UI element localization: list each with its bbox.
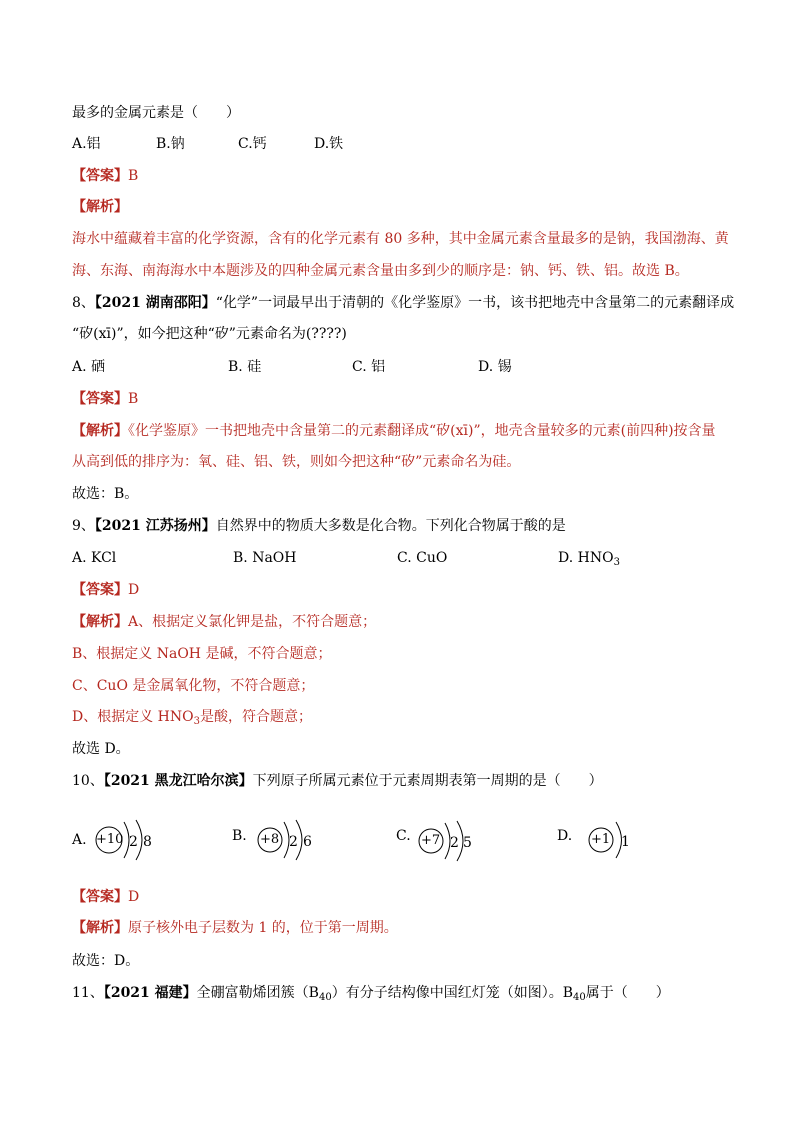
question-number: 9、	[72, 518, 95, 534]
answer-value: D	[128, 889, 140, 905]
analysis-text: A、根据定义氯化钾是盐，不符合题意；	[128, 614, 377, 630]
q8-analysis-line-2: 从高到低的排序为：氧、硅、铝、铁，则如今把这种“矽”元素命名为硅。	[72, 454, 521, 470]
question-number: 8、	[72, 295, 95, 311]
shell-electrons: 2	[129, 834, 138, 850]
analysis-label: 【解析】	[72, 614, 128, 630]
q8-option-a: A. 硒	[72, 359, 106, 375]
q9-answer	[72, 580, 139, 600]
question-stem: 自然界中的物质大多数是化合物。下列化合物属于酸的是	[215, 518, 566, 534]
question-stem: 下列原子所属元素位于元素周期表第一周期的是（ ）	[252, 773, 603, 789]
question-number: 10、	[72, 773, 104, 789]
nucleus-charge: +1	[591, 832, 611, 847]
q7-analysis-line-2: 海、东海、南海海水中本题涉及的四种金属元素含量由多到少的顺序是：钠、钙、铁、铝。故选 B。	[72, 263, 689, 279]
q8-analysis-line-1	[72, 421, 716, 441]
q9-option-c: C. CuO	[397, 550, 448, 566]
nucleus-charge: +8	[260, 832, 280, 847]
q8-option-b: B. 硅	[228, 359, 262, 375]
q8-answer	[72, 389, 138, 409]
q7-options	[72, 134, 472, 154]
analysis-text: 原子核外电子层数为 1 的，位于第一周期。	[128, 920, 398, 936]
atom-diagram	[72, 812, 182, 872]
q8-stem-line-1	[72, 293, 734, 313]
q8-conclusion: 故选：B。	[72, 486, 139, 502]
answer-label: 【答案】	[72, 391, 128, 407]
q10-conclusion: 故选：D。	[72, 953, 140, 969]
analysis-label: 【解析】	[72, 920, 128, 936]
q10-option-c-atom	[396, 812, 506, 872]
answer-value: B	[128, 168, 139, 184]
option-label: D.	[557, 828, 573, 844]
nucleus-charge: +7	[421, 833, 441, 848]
q9-conclusion: 故选 D。	[72, 741, 130, 757]
q9-analysis-b: B、根据定义 NaOH 是碱，不符合题意；	[72, 646, 332, 662]
analysis-label: 【解析】	[72, 423, 128, 439]
shell-electrons: 8	[143, 834, 152, 850]
q11-stem: 11、【2021 福建】全硼富勒烯团簇$(B_{40})$有分子结构像中国红灯笼（如图）。$B_{40}$属于（ ）	[72, 985, 670, 1003]
answer-value: D	[128, 582, 140, 598]
option-label: B.	[232, 828, 247, 844]
q9-analysis-a	[72, 612, 376, 632]
option-label: A.	[72, 832, 87, 848]
q10-option-d-atom	[557, 812, 667, 872]
shell-electrons: 1	[621, 834, 630, 850]
q7-option-a: A.铝	[72, 136, 101, 152]
nucleus-charge: +10	[96, 832, 124, 847]
q9-options	[72, 548, 632, 568]
option-label: C.	[396, 828, 411, 844]
q7-answer	[72, 166, 138, 186]
q7-analysis-line-1: 海水中蕴藏着丰富的化学资源，含有的化学元素有 80 多种，其中金属元素含量最多的是钠，我国渤海、黄	[72, 231, 729, 247]
shell-electrons: 2	[289, 834, 298, 850]
answer-value: B	[128, 391, 139, 407]
question-source: 【2021 湖南邵阳】	[94, 295, 216, 311]
shell-electrons: 6	[303, 834, 312, 850]
q9-stem	[72, 516, 566, 536]
q10-option-b-atom	[232, 812, 342, 872]
q8-option-d: D. 锡	[478, 359, 512, 375]
q7-stem-tail: 最多的金属元素是（ ）	[72, 105, 240, 121]
question-source: 【2021 黑龙江哈尔滨】	[103, 773, 253, 789]
shell-electrons: 5	[463, 835, 472, 851]
question-source: 【2021 江苏扬州】	[94, 518, 216, 534]
q7-option-b: B.钠	[156, 136, 185, 152]
q9-analysis-d: D、根据定义 $HNO_3$是酸，符合题意；	[72, 709, 312, 727]
answer-label: 【答案】	[72, 889, 128, 905]
q9-option-b: B. NaOH	[233, 550, 297, 566]
answer-label: 【答案】	[72, 168, 128, 184]
q8-options	[72, 357, 592, 377]
question-number: 11、	[72, 985, 104, 1001]
q10-stem	[72, 771, 603, 791]
question-source: 【2021 福建】	[103, 985, 197, 1001]
q10-answer	[72, 887, 139, 907]
q10-analysis	[72, 918, 398, 938]
answer-label: 【答案】	[72, 582, 128, 598]
shell-electrons: 2	[450, 835, 459, 851]
atom-diagram	[557, 812, 667, 872]
question-stem: “化学”一词最早出于清朝的《化学鉴原》一书，该书把地壳中含量第二的元素翻译成	[215, 295, 735, 311]
q7-option-c: C.钙	[238, 136, 267, 152]
analysis-text: 《化学鉴原》一书把地壳中含量第二的元素翻译成“矽(xī)”，地壳含量较多的元素(前四种)按含量	[128, 423, 716, 439]
q9-option-d: D. $HNO_3$	[558, 550, 620, 568]
q9-option-a: A. KCl	[72, 550, 117, 566]
q9-analysis-c: C、CuO 是金属氧化物，不符合题意；	[72, 678, 315, 694]
q8-option-c: C. 铝	[352, 359, 386, 375]
q7-analysis-label: 【解析】	[72, 199, 128, 215]
q8-stem-line-2: “矽(xī)”，如今把这种“矽”元素命名为(????)	[72, 326, 347, 342]
atom-diagram	[232, 812, 342, 872]
q7-option-d: D.铁	[314, 136, 344, 152]
q10-option-a-atom	[72, 812, 182, 872]
